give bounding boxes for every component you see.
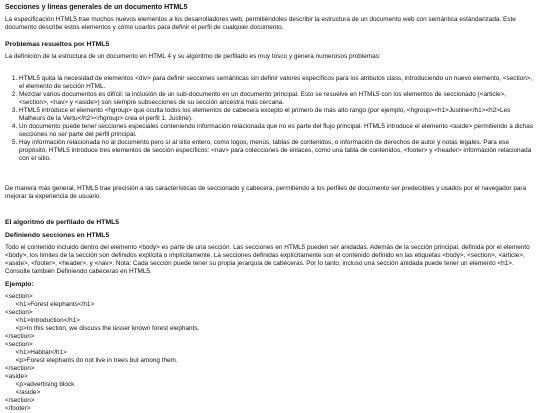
problems-list xyxy=(5,75,535,163)
list-item: 5. Hay información relacionada no al documento pero sí al sitio entero, como logos, menús, tablas de contenidos, o información de derechos de autor y notas legales. Para ese propósito, HTML5 introduce tres elementos de sección específicos: <nav> para colecciones de enlaces, como una tabla de contenidos, <footer> y <header> información relacionada con el sitio. xyxy=(19,139,535,163)
problems-heading: Problemas resueltos por HTML5 xyxy=(5,41,110,48)
list-item: 3. HTML5 introduce el elemento <hgroup> que oculta todos los elementos de cabecera excepto el primero de más alto rango (por ejemplo, <hgroup><h1>Justine</h1><h2>Les Malheurs de la Vertu</h2></hgroup> crea el perfil 1. Justine). xyxy=(19,107,535,123)
example-code-block: <section> <h1>Forest elephants</h1> <section> <h1>Introduction</h1> <p>In this section, we discuss the lesser known forest elephants. </section> <section> <h1>Habitat</h1> <p>Forest elephants do not live in trees but among them. </section> <aside> <p>advertising block </aside> </section> </footer> xyxy=(5,293,200,412)
problems-intro: La definición de la estructura de un documento en HTML 4 y su algoritmo de perfilado es muy tosco y genera numerosos problemas: xyxy=(5,53,381,60)
list-item: 1. HTML5 quita la necesidad de elementos <div> para definir secciones semánticas sin definir valores específicos para los atributos class, introduciendo un nuevo elemento, <section>, el elemento de sección HTML. xyxy=(19,75,535,91)
spacer xyxy=(5,163,535,185)
example-label: Ejemplo: xyxy=(5,281,34,288)
defining-sections-heading: Definiendo secciones en HTML5 xyxy=(5,232,110,239)
defining-sections-paragraph: Todo el contenido incluido dentro del elemento <body> es parte de una sección. Las secciones en HTML5 pueden ser anidadas. Además de la sección principal, definida por el elemento <body>, los límites de la sección son definidos explícita o implícitamente. La secciones definidas explícitamente son el contenido definido en las etiquetas <body>, <section>, <article>, <aside>, <footer>, <header>, y <nav>. Nota: Cada sección puede tener su propia jerarquía de cabeceras. Por lo tanto, incluso una sección anidada puede tener un elemento <h1>. Consulte también Definiendo cabeceras en HTML5. xyxy=(5,244,530,275)
intro-paragraph: La especificación HTML5 trae muchos nuevos elementos a los desarrolladores web, permitiéndoles describir la estructura de un documento web con semántica estandarizada. Este documento describe estos elementos y cómo usarlos para definir el perfil de cualquier documento. xyxy=(5,16,516,31)
algorithm-heading: El algoritmo de perfilado de HTML5 xyxy=(5,219,120,226)
list-item: 4. Un documento puede tener secciones especiales conteniendo información relacionada que no es parte del flujo principal. HTML5 introduce el elemento <aside> permitiendo a dichas secciones no ser parte del perfil principal. xyxy=(19,123,535,139)
spacer xyxy=(5,205,535,215)
summary-paragraph: De manera más general, HTML5 trae precisión a las características de seccionado y cabecera, permitiendo a los perfiles de documento ser predecibles y usados por el navegador para mejorar la experiencia de usuario. xyxy=(5,185,527,200)
list-item: 2. Mezclar varios documentos es difícil: la inclusión de un sub-documento en un documento principal. Esto se resuelve en HTML5 con los elementos de seccionado (<article>, <section>, <nav> y <aside>) son siempre subsecciones de su sección ancestra más cercana. xyxy=(19,91,535,107)
page-title: Secciones y líneas generales de un documento HTML5 xyxy=(5,4,188,11)
